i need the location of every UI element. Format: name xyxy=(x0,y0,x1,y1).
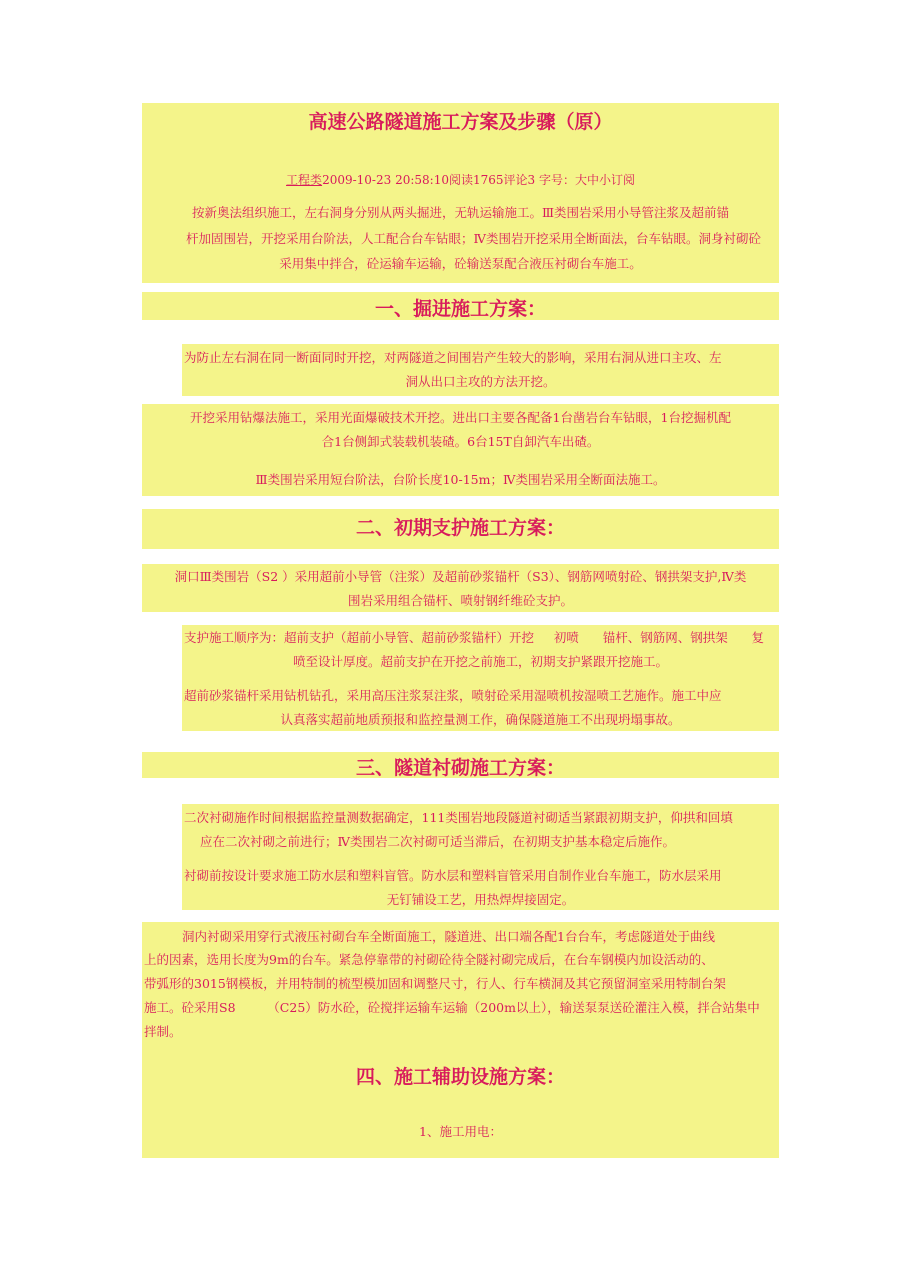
section-4-heading: 四、施工辅助设施方案： xyxy=(355,1066,565,1088)
para-line: 1、施工用电： xyxy=(419,1124,502,1139)
meta-info: 2009-10-23 20:58:10阅读1765评论3 字号：大中小订阅 xyxy=(322,173,635,187)
para-line: Ⅲ类围岩采用短台阶法，台阶长度10-15m；Ⅳ类围岩采用全断面法施工。 xyxy=(255,472,666,487)
document-title: 高速公路隧道施工方案及步骤（原） xyxy=(308,111,613,133)
para-line: 拌制。 xyxy=(144,1024,182,1039)
intro-line-2: 杆加固围岩，开挖采用台阶法，人工配合台车钻眼；Ⅳ类围岩开挖采用全断面法，台车钻眼。洞身衬砌砼 xyxy=(186,231,761,246)
title-block xyxy=(142,103,779,283)
section-3-para-1 xyxy=(182,804,779,910)
section-3-para-2 xyxy=(142,922,779,1058)
para-line: 超前砂浆锚杆采用钻机钻孔，采用高压注浆泵注浆，喷射砼采用湿喷机按湿喷工艺施作。施工中应 xyxy=(184,688,722,703)
para-line: 二次衬砌施作时间根据监控量测数据确定，111类围岩地段隧道衬砌适当紧跟初期支护，仰拱和回填 xyxy=(184,810,733,825)
para-line: 洞从出口主攻的方法开挖。 xyxy=(405,374,556,389)
para-line: 上的因素，选用长度为9m的台车。紧急停靠带的衬砌砼待全隧衬砌完成后，在台车钢模内加设活动的、 xyxy=(144,952,714,967)
para-line: 洞内衬砌采用穿行式液压衬砌台车全断面施工，隧道进、出口端各配1台台车，考虑隧道处于曲线 xyxy=(182,929,715,944)
category-link[interactable]: 工程类 xyxy=(286,173,323,187)
document-meta xyxy=(142,171,779,188)
para-line: 衬砌前按设计要求施工防水层和塑料盲管。防水层和塑料盲管采用自制作业台车施工，防水层采用 xyxy=(184,868,722,883)
para-line: 洞口Ⅲ类围岩（S2 ）采用超前小导管（注浆）及超前砂浆锚杆（S3）、钢筋网喷射砼、钢拱架支护,Ⅳ类 xyxy=(174,569,747,584)
section-2-heading: 二、初期支护施工方案： xyxy=(355,517,565,539)
section-1-para-2 xyxy=(142,404,779,496)
para-line: 合1台侧卸式装载机装碴。6台15T自卸汽车出碴。 xyxy=(321,434,600,449)
para-line: 支护施工顺序为：超前支护（超前小导管、超前砂浆锚杆）开挖 初喷 锚杆、钢筋网、钢拱架 复 xyxy=(184,630,765,645)
para-line: 无钉铺设工艺，用热焊焊接固定。 xyxy=(386,892,575,907)
para-line: 开挖采用钻爆法施工，采用光面爆破技术开挖。进出口主要各配备1台凿岩台车钻眼，1台挖掘机配 xyxy=(190,410,731,425)
section-2-para-1 xyxy=(142,564,779,612)
section-2-heading-block xyxy=(142,509,779,549)
section-3-heading-block xyxy=(142,752,779,778)
section-1-heading-block xyxy=(142,292,779,320)
intro-line-3: 采用集中拌合，砼运输车运输，砼输送泵配合液压衬砌台车施工。 xyxy=(279,256,642,271)
para-line: 应在二次衬砌之前进行；Ⅳ类围岩二次衬砌可适当滞后，在初期支护基本稳定后施作。 xyxy=(200,834,675,849)
section-4-block xyxy=(142,1058,779,1158)
para-line: 围岩采用组合锚杆、喷射钢纤维砼支护。 xyxy=(347,593,573,608)
section-2-para-2 xyxy=(182,625,779,731)
section-1-heading: 一、掘进施工方案： xyxy=(374,298,546,320)
section-3-heading: 三、隧道衬砌施工方案： xyxy=(355,757,565,779)
para-line: 为防止左右洞在同一断面同时开挖，对两隧道之间围岩产生较大的影响，采用右洞从进口主攻、左 xyxy=(184,350,722,365)
section-1-para-1 xyxy=(182,344,779,396)
para-line: 带弧形的3015钢模板，并用特制的梳型模加固和调整尺寸，行人、行车横洞及其它预留洞室采用特制台架 xyxy=(144,976,726,991)
para-line: 喷至设计厚度。超前支护在开挖之前施工，初期支护紧跟开挖施工。 xyxy=(292,654,668,669)
para-line: 认真落实超前地质预报和监控量测工作，确保隧道施工不出现坍塌事故。 xyxy=(280,712,681,727)
intro-line-1: 按新奥法组织施工，左右洞身分别从两头掘进，无轨运输施工。Ⅲ类围岩采用小导管注浆及超前锚 xyxy=(191,205,730,220)
para-line: 施工。砼采用S8 （C25）防水砼，砼搅拌运输车运输（200m以上），输送泵泵送砼灌注入模，拌合站集中 xyxy=(144,1000,760,1015)
